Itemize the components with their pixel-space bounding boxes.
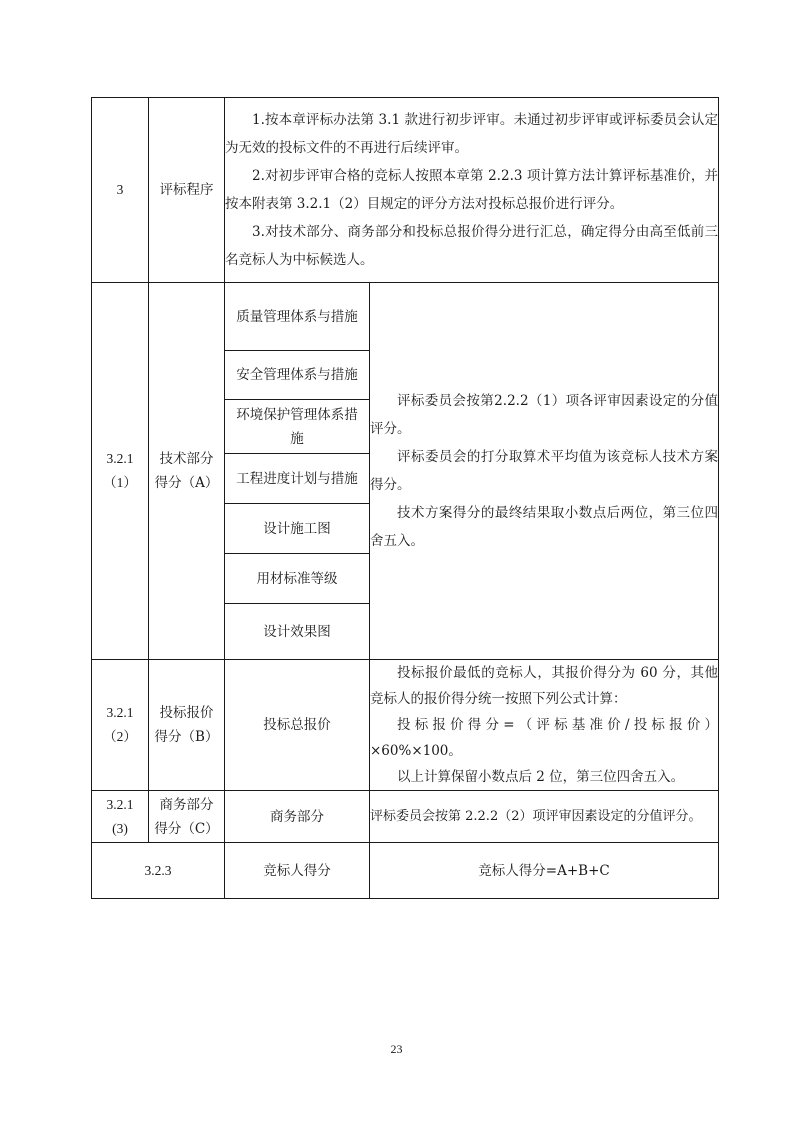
row-title-line-2: 得分（B） (154, 729, 219, 745)
table-row (92, 791, 719, 843)
row-title-cell (149, 283, 225, 660)
row-number-cell (92, 660, 149, 791)
technical-item-cell (225, 400, 370, 454)
evaluation-method-table (91, 97, 719, 899)
technical-item-environment: 环境保护管理体系措施 (236, 406, 358, 447)
row-title-line-1: 投标报价 (159, 705, 214, 721)
row-title-cell (149, 98, 225, 283)
row-title-line-2: 得分（C） (154, 820, 219, 837)
price-paragraph-3: 以上计算保留小数点后 2 位，第三位四舍五入。 (397, 769, 685, 785)
total-score-formula-cell (370, 843, 719, 899)
row-number-line-1: 3.2.1 (106, 451, 134, 466)
price-item: 投标总报价 (263, 717, 331, 733)
price-description-cell (370, 660, 719, 791)
row-title-line-2: 得分（A） (154, 475, 219, 491)
business-item: 商务部分 (270, 808, 324, 825)
price-paragraph-1: 投标报价最低的竞标人，其报价得分为 60 分，其他竞标人的报价得分统一按照下列公式计算： (370, 665, 719, 707)
technical-item-drawings: 设计施工图 (263, 520, 331, 537)
row-number: 3 (116, 182, 124, 197)
total-score-item: 竞标人得分 (263, 862, 331, 879)
business-item-cell (225, 791, 370, 843)
table-row (92, 98, 719, 283)
technical-paragraph-2: 评标委员会的打分取算术平均值为该竞标人技术方案得分。 (370, 449, 719, 493)
technical-item-cell (225, 554, 370, 604)
row-number-cell (92, 283, 149, 660)
business-description: 评标委员会按第 2.2.2（2）项评审因素设定的分值评分。 (370, 808, 702, 824)
procedure-paragraph-1: 1.按本章评标办法第 3.1 款进行初步评审。未通过初步评审或评标委员会认定为无效的投标文件的不再进行后续评审。 (225, 112, 719, 156)
technical-item-materials: 用材标准等级 (256, 570, 338, 587)
business-description-cell (370, 791, 719, 843)
technical-item-renderings: 设计效果图 (263, 623, 331, 640)
row-number: 3.2.3 (144, 862, 172, 878)
row-number-line-2: （2） (103, 729, 137, 744)
row-title-cell (149, 791, 225, 843)
row-title: 评标程序 (159, 182, 214, 198)
table-row (92, 660, 719, 791)
technical-paragraph-3: 技术方案得分的最终结果取小数点后两位，第三位四舍五入。 (370, 505, 719, 549)
price-item-cell (225, 660, 370, 791)
procedure-description-cell (225, 98, 719, 283)
price-formula: 投标报价得分=（评标基准价/投标报价）×60%×100。 (370, 717, 719, 759)
row-number-cell (92, 843, 225, 899)
technical-paragraph-1: 评标委员会按第2.2.2（1）项各评审因素设定的分值评分。 (370, 393, 719, 437)
row-title-cell (149, 660, 225, 791)
technical-item-cell (225, 283, 370, 351)
technical-item-schedule: 工程进度计划与措施 (236, 470, 358, 487)
technical-item-cell (225, 454, 370, 504)
row-title-line-1: 技术部分 (159, 451, 214, 467)
technical-item-cell (225, 351, 370, 400)
technical-description-cell (370, 283, 719, 660)
table-row (92, 283, 719, 351)
row-number-cell (92, 791, 149, 843)
row-number-line-1: 3.2.1 (106, 796, 134, 812)
total-score-item-cell (225, 843, 370, 899)
procedure-paragraph-2: 2.对初步评审合格的竞标人按照本章第 2.2.3 项计算方法计算评标基准价，并按本附表第 3.2.1（2）目规定的评分方法对投标总报价进行评分。 (225, 168, 719, 212)
technical-item-cell (225, 604, 370, 660)
technical-item-cell (225, 504, 370, 554)
row-number-line-2: （1） (103, 475, 137, 490)
table-row (92, 843, 719, 899)
row-number-line-1: 3.2.1 (106, 705, 134, 720)
page-number: 23 (390, 1042, 403, 1056)
technical-item-safety: 安全管理体系与措施 (236, 367, 358, 383)
technical-item-quality: 质量管理体系与措施 (236, 308, 358, 325)
row-number-cell (92, 98, 149, 283)
total-score-formula: 竞标人得分=A+B+C (478, 862, 610, 879)
row-title-line-1: 商务部分 (159, 796, 214, 813)
procedure-paragraph-3: 3.对技术部分、商务部分和投标总报价得分进行汇总，确定得分由高至低前三名竞标人为中标候选人。 (225, 224, 719, 268)
row-number-line-2: (3) (112, 820, 128, 836)
